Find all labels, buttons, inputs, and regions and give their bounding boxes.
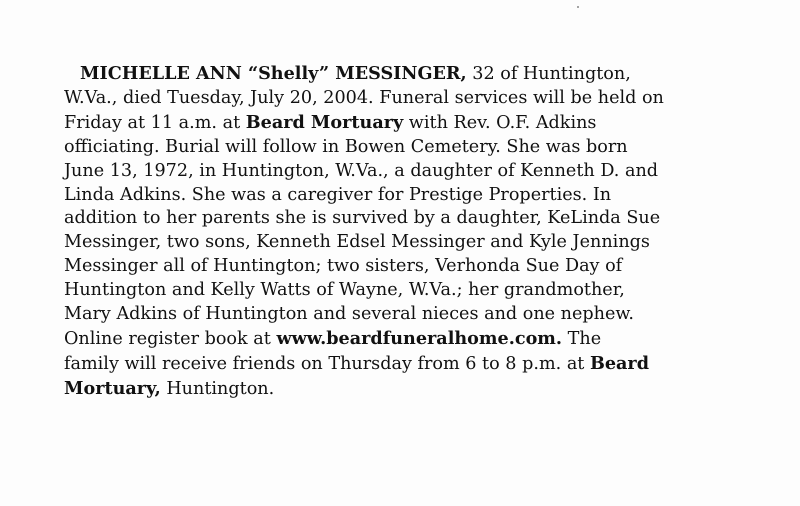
text-segment: Messinger, two sons, Kenneth Edsel Messinger and Kyle Jennings	[64, 232, 650, 253]
obituary-line	[64, 184, 754, 208]
obituary-line	[64, 62, 754, 87]
obituary-name: MICHELLE ANN “Shelly” MESSINGER,	[80, 63, 467, 84]
obituary-line	[64, 160, 754, 184]
obituary-line	[64, 279, 754, 303]
obituary-line	[64, 136, 754, 160]
mortuary-name: Beard	[589, 352, 650, 374]
text-segment: June 13, 1972, in Huntington, W.Va., a daughter of Kenneth D. and	[64, 160, 659, 181]
text-segment: W.Va., died Tuesday, July 20, 2004. Funeral services will be held on	[64, 87, 664, 108]
text-segment: Messinger all of Huntington; two sisters, Verhonda Sue Day of	[64, 256, 623, 277]
register-url: www.beardfuneralhome.com.	[276, 327, 563, 349]
text-segment: officiating. Burial will follow in Bowen Cemetery. She was born	[64, 136, 628, 157]
text-segment: Huntington.	[160, 378, 275, 399]
obituary-line	[64, 111, 754, 136]
obituary-text	[64, 62, 754, 402]
obituary-line	[64, 87, 754, 111]
obituary-line	[64, 352, 754, 377]
obituary-line	[64, 207, 754, 231]
text-segment: addition to her parents she is survived by a daughter, KeLinda Sue	[64, 208, 661, 229]
text-segment: Friday at 11 a.m. at	[64, 112, 246, 133]
obituary-line	[64, 255, 754, 279]
text-segment: 32 of Huntington,	[466, 64, 631, 84]
obituary-line	[64, 303, 754, 327]
text-segment: Online register book at	[64, 328, 277, 349]
obituary-line	[64, 231, 754, 255]
mortuary-name: Beard Mortuary	[245, 111, 404, 133]
text-segment: The	[562, 328, 602, 349]
mortuary-name: Mortuary,	[64, 377, 161, 399]
text-segment: Huntington and Kelly Watts of Wayne, W.Va.; her grandmother,	[64, 280, 625, 301]
scan-speck	[577, 6, 579, 8]
text-segment: Mary Adkins of Huntington and several nieces and one nephew.	[64, 304, 634, 325]
obituary-line	[64, 327, 754, 352]
text-segment: family will receive friends on Thursday from 6 to 8 p.m. at	[64, 353, 590, 374]
text-segment: with Rev. O.F. Adkins	[403, 112, 597, 133]
text-segment: Linda Adkins. She was a caregiver for Prestige Properties. In	[64, 184, 612, 205]
obituary-line	[64, 377, 754, 402]
